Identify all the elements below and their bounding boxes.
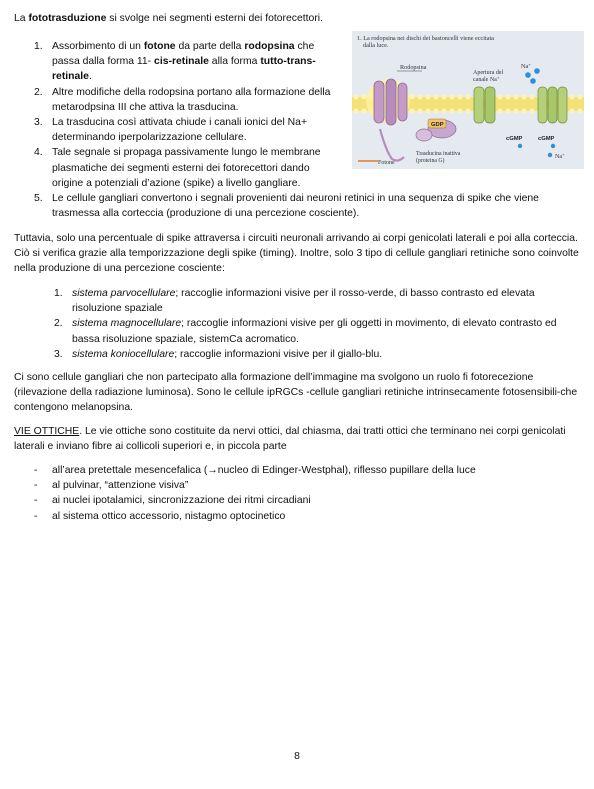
- system-description: ; raccoglie informazioni visive per gli oggetti in movimento, di elevato contrasto ed bassa risoluzione spaziale, sistemCa acromatico.: [72, 318, 557, 345]
- system-number: 3.: [54, 348, 63, 360]
- bullet-dash: -: [34, 465, 38, 476]
- bullet-dash: -: [34, 480, 38, 492]
- step-item: [34, 39, 334, 85]
- optic-pathway-list: [34, 463, 579, 524]
- cgmp-dot-2: [551, 144, 555, 148]
- bullet-dash: -: [34, 495, 38, 507]
- step-text: Assorbimento di un: [52, 41, 144, 52]
- step-text: che passa dalla forma 11-: [52, 41, 315, 68]
- pathway-item: [34, 463, 579, 478]
- paragraph-iprgc: Ci sono cellule gangliari che non partecipato alla formazione dell’immagine ma svolgono un ruolo fi fotorecezione (rilevazione della radiazione luminosa). Sono le cellule ipRGCs -cellule gangliari retiniche intrinsecamente fotosensibili-che contengono melanopsina.: [14, 372, 578, 414]
- pathway-text: al sistema ottico accessorio, nistagmo optocinetico: [52, 510, 286, 522]
- intro-prefix: La: [14, 13, 29, 24]
- cgmp-dot-1: [518, 144, 522, 148]
- system-name: sistema koniocellulare: [72, 348, 175, 360]
- pathway-text: ai nuclei ipotalamici, sincronizzazione dei ritmi circadiani: [52, 495, 311, 507]
- step-bold-term: rodopsina: [244, 41, 295, 52]
- vie-ottiche-heading: VIE OTTICHE: [14, 426, 80, 437]
- rhodopsin-protein: [366, 79, 410, 161]
- label-rodopsina: Rodopsina: [400, 64, 427, 71]
- pathway-item: [34, 478, 579, 493]
- bullet-dash: -: [34, 510, 38, 522]
- system-number: 2.: [54, 318, 63, 330]
- step-item: [34, 85, 334, 115]
- figure-caption-line2: dalla luce.: [363, 42, 389, 49]
- system-number: 1.: [54, 288, 63, 299]
- label-apertura-line1: Apertura del: [473, 70, 504, 76]
- rhodopsin-figure: [352, 31, 584, 169]
- label-cgmp-2: cGMP: [538, 136, 555, 142]
- label-cgmp-1: cGMP: [506, 136, 523, 142]
- pathway-text: al pulvinar, “attenzione visiva”: [52, 480, 189, 492]
- step-item: [34, 145, 334, 191]
- system-description: ; raccoglie informazioni visive per il rosso-verde, di basso contrasto ed elevata risoluzione spaziale: [72, 288, 535, 315]
- paragraph-vie-ottiche: [14, 424, 579, 454]
- na-ions: [525, 68, 540, 84]
- label-gdp: GDP: [431, 122, 444, 128]
- system-item: [54, 316, 579, 346]
- system-name: sistema magnocellulare: [72, 318, 182, 330]
- system-item: [54, 286, 579, 316]
- label-fotone: Fotone: [378, 160, 395, 166]
- step-item: [34, 191, 577, 221]
- ganglion-systems-list: [54, 286, 579, 362]
- pathway-text: all’area pretettale mesencefalica (→nucleo di Edinger-Westphal), riflesso pupillare della luce: [52, 465, 476, 476]
- page-number: 8: [294, 751, 300, 762]
- system-description: ; raccoglie informazioni visive per il giallo-blu.: [174, 348, 383, 360]
- step-text: Altre modifiche della rodopsina portano alla formazione della metarodpsina III che attiva la trasducina.: [52, 86, 331, 113]
- label-na-top: Na+: [521, 62, 531, 70]
- na-dot-bottom: [548, 153, 552, 157]
- step-text: Le cellule gangliari convertono i segnali provenienti dai neuroni retinici in una sequenza di spike che viene trasmessa alla corteccia (produzione di una percezione cosciente).: [52, 193, 539, 220]
- label-na-bottom: Na+: [555, 152, 565, 160]
- step-number: 1.: [34, 41, 43, 52]
- label-apertura: canale Na+: [473, 75, 500, 83]
- intro-rest: si svolge nei segmenti esterni dei fotorecettori.: [106, 13, 323, 24]
- paragraph-timing: Tuttavia, solo una percentuale di spike attraversa i circuiti neuronali arrivando ai corpi genicolati laterali e poi alla corteccia. Ciò si verifica grazie alla temporizzazione degli spike (timing). Inoltre, solo 3 tipo di cellule gangliari retiniche sono coinvolte nella produzione di una percezione cosciente:: [14, 233, 579, 275]
- pathway-item: [34, 509, 579, 524]
- rhodopsin-diagram: [352, 31, 584, 169]
- label-trasducina-line2: (proteina G): [416, 158, 445, 164]
- intro-term: fototrasduzione: [28, 13, 107, 24]
- step-text: da parte della: [175, 41, 245, 52]
- step-text: alla forma: [208, 56, 261, 68]
- step-text: La trasducina così attivata chiude i canali ionici del Na+ determinando iperpolarizzazione cellulare.: [52, 117, 308, 144]
- system-item: [54, 347, 579, 362]
- step-text: .: [88, 71, 92, 83]
- step-bold-term: tutto-trans-retinale: [52, 56, 316, 83]
- intro-paragraph: [14, 11, 579, 26]
- step-bold-term: fotone: [143, 41, 176, 52]
- step-number: 5.: [34, 193, 43, 205]
- figure-caption-line1: 1. La rodopsina nei dischi dei bastoncelli viene eccitata: [357, 35, 494, 42]
- step-text: Tale segnale si propaga passivamente lungo le membrane plasmatiche dei segmenti esterni dei fotorecettori dando origine a potenziali d’azione (spike) a livello gangliare.: [52, 147, 321, 189]
- system-name: sistema parvocellulare: [72, 288, 176, 299]
- label-trasducina-line1: Trasducina inattiva: [416, 151, 461, 157]
- pathway-item: [34, 493, 579, 508]
- step-number: 2.: [34, 86, 43, 98]
- na-channel: [538, 87, 567, 123]
- step-item: [34, 115, 334, 145]
- step-number: 4.: [34, 147, 43, 159]
- step-bold-term: cis-retinale: [154, 56, 209, 68]
- step-number: 3.: [34, 117, 43, 129]
- vie-ottiche-text: . Le vie ottiche sono costituite da nervi ottici, dal chiasma, dai tratti ottici che terminano nei corpi genicolati laterali e inviano fibre ai collicoli superiori e, in piccola parte: [14, 426, 566, 453]
